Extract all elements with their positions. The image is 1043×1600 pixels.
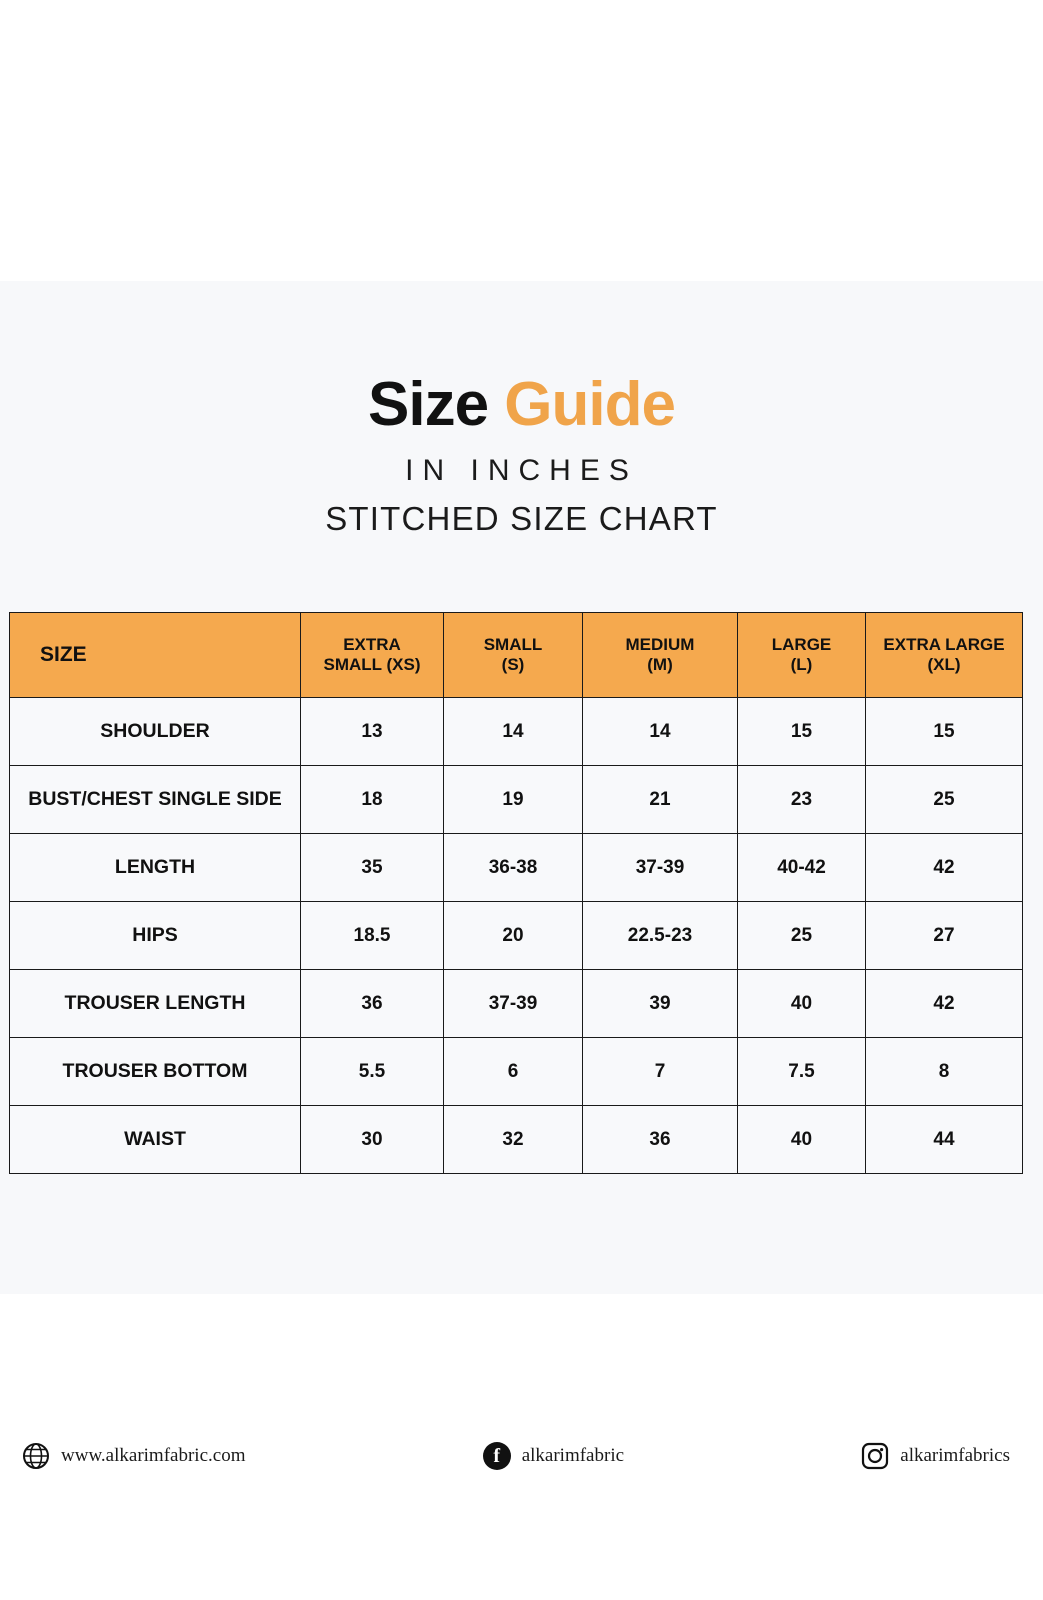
cell-trouser-length-m: 39 xyxy=(583,970,738,1038)
table-row xyxy=(10,970,1023,1038)
cell-bust-s: 19 xyxy=(444,766,583,834)
cell-hips-xl: 27 xyxy=(866,902,1023,970)
cell-shoulder-s: 14 xyxy=(444,698,583,766)
cell-trouser-bottom-s: 6 xyxy=(444,1038,583,1106)
row-label-bust-chest-single-side: BUST/CHEST SINGLE SIDE xyxy=(10,766,301,834)
footer xyxy=(9,1441,1022,1471)
cell-length-m: 37-39 xyxy=(583,834,738,902)
table-row xyxy=(10,902,1023,970)
globe-icon xyxy=(21,1441,51,1471)
cell-trouser-bottom-l: 7.5 xyxy=(738,1038,866,1106)
row-label-trouser-bottom: TROUSER BOTTOM xyxy=(10,1038,301,1106)
cell-trouser-bottom-m: 7 xyxy=(583,1038,738,1106)
cell-hips-m: 22.5-23 xyxy=(583,902,738,970)
column-header-l-line2: (L) xyxy=(790,655,813,674)
cell-bust-xs: 18 xyxy=(301,766,444,834)
row-label-length: LENGTH xyxy=(10,834,301,902)
cell-trouser-bottom-xs: 5.5 xyxy=(301,1038,444,1106)
instagram-icon xyxy=(860,1441,890,1471)
cell-waist-xs: 30 xyxy=(301,1106,444,1174)
footer-website-label: www.alkarimfabric.com xyxy=(61,1445,246,1466)
table-row xyxy=(10,766,1023,834)
facebook-icon: f xyxy=(482,1441,512,1471)
cell-hips-s: 20 xyxy=(444,902,583,970)
cell-trouser-length-xl: 42 xyxy=(866,970,1023,1038)
page-title xyxy=(0,370,1043,439)
column-header-s xyxy=(444,613,583,698)
row-label-trouser-length: TROUSER LENGTH xyxy=(10,970,301,1038)
cell-shoulder-xs: 13 xyxy=(301,698,444,766)
column-header-m-line2: (M) xyxy=(647,655,673,674)
cell-waist-m: 36 xyxy=(583,1106,738,1174)
cell-hips-l: 25 xyxy=(738,902,866,970)
cell-waist-l: 40 xyxy=(738,1106,866,1174)
cell-hips-xs: 18.5 xyxy=(301,902,444,970)
column-header-l xyxy=(738,613,866,698)
subtitle-units: IN INCHES xyxy=(405,454,638,487)
footer-website[interactable] xyxy=(21,1441,245,1471)
table-body xyxy=(10,698,1023,1174)
column-header-s-line2: (S) xyxy=(501,655,525,674)
column-header-s-line1: SMALL xyxy=(483,635,543,655)
column-header-size: SIZE xyxy=(10,613,301,698)
column-header-xl xyxy=(866,613,1023,698)
footer-facebook[interactable] xyxy=(482,1441,624,1471)
row-label-waist: WAIST xyxy=(10,1106,301,1174)
cell-waist-s: 32 xyxy=(444,1106,583,1174)
column-header-xs-line1: EXTRA xyxy=(343,635,401,655)
size-guide-panel xyxy=(0,281,1043,1467)
cell-trouser-length-l: 40 xyxy=(738,970,866,1038)
cell-waist-xl: 44 xyxy=(866,1106,1023,1174)
cell-trouser-bottom-xl: 8 xyxy=(866,1038,1023,1106)
page-title-part2: Guide xyxy=(504,370,675,439)
footer-facebook-label: alkarimfabric xyxy=(521,1445,625,1466)
cell-bust-l: 23 xyxy=(738,766,866,834)
cell-bust-xl: 25 xyxy=(866,766,1023,834)
column-header-l-line1: LARGE xyxy=(771,635,832,655)
size-chart-table-wrapper xyxy=(9,612,1022,1174)
table-row xyxy=(10,1106,1023,1174)
cell-trouser-length-xs: 36 xyxy=(301,970,444,1038)
table-row xyxy=(10,834,1023,902)
table-header-row xyxy=(10,613,1023,698)
cell-length-l: 40-42 xyxy=(738,834,866,902)
size-chart-table xyxy=(9,612,1023,1174)
footer-instagram[interactable] xyxy=(860,1441,1010,1471)
column-header-m-line1: MEDIUM xyxy=(625,635,695,655)
table-row xyxy=(10,698,1023,766)
cell-length-xs: 35 xyxy=(301,834,444,902)
cell-shoulder-l: 15 xyxy=(738,698,866,766)
column-header-xl-line2: (XL) xyxy=(927,655,961,674)
row-label-hips: HIPS xyxy=(10,902,301,970)
column-header-xl-line1: EXTRA LARGE xyxy=(883,635,1005,655)
cell-bust-m: 21 xyxy=(583,766,738,834)
header xyxy=(0,281,1043,538)
column-header-xs-line2: SMALL (XS) xyxy=(323,655,421,674)
footer-instagram-label: alkarimfabrics xyxy=(900,1445,1010,1466)
cell-trouser-length-s: 37-39 xyxy=(444,970,583,1038)
row-label-shoulder: SHOULDER xyxy=(10,698,301,766)
table-header xyxy=(10,613,1023,698)
cell-shoulder-m: 14 xyxy=(583,698,738,766)
column-header-xs xyxy=(301,613,444,698)
cell-length-xl: 42 xyxy=(866,834,1023,902)
column-header-m xyxy=(583,613,738,698)
subtitle-chart-type: STITCHED SIZE CHART xyxy=(325,500,718,537)
table-row xyxy=(10,1038,1023,1106)
page-title-part1: Size xyxy=(368,370,505,439)
cell-shoulder-xl: 15 xyxy=(866,698,1023,766)
cell-length-s: 36-38 xyxy=(444,834,583,902)
